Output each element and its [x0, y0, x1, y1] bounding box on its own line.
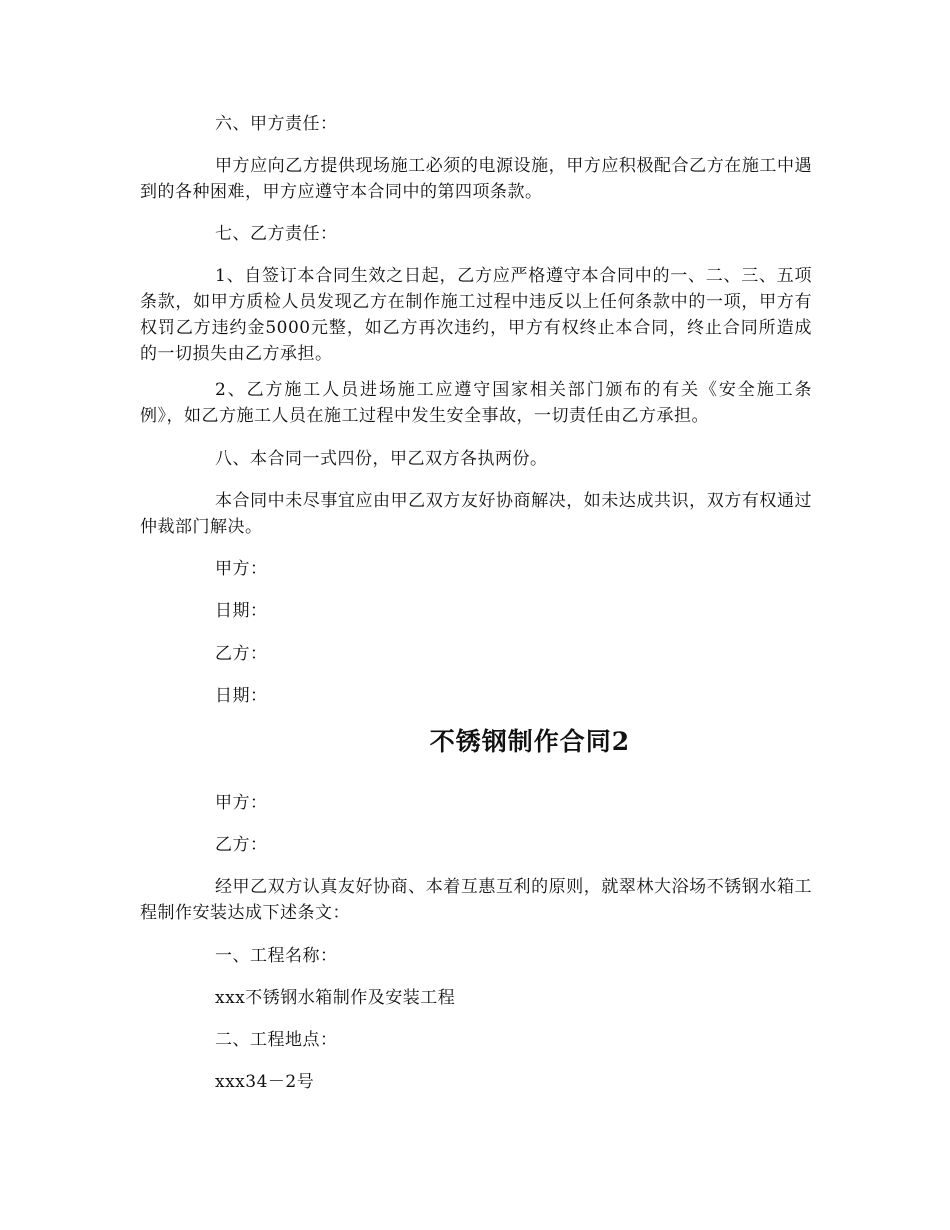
party-a-label: 甲方：	[215, 793, 268, 813]
paragraph-clause-1: 1、自签订本合同生效之日起，乙方应严格遵守本合同中的一、二、三、五项条款，如甲方质检人员发现乙方在制作施工过程中违反以上任何条款中的一项，甲方有权罚乙方违约金5000元整，如乙方再次违约，甲方有权终止本合同，终止合同所造成的一切损失由乙方承担。	[140, 266, 812, 364]
section-heading-project-name: 一、工程名称：	[215, 946, 338, 966]
signature-party-a-label: 甲方：	[215, 559, 268, 579]
signature-date-a-label: 日期：	[215, 601, 268, 621]
contract-title: 不锈钢制作合同2	[429, 727, 631, 756]
signature-party-b-label: 乙方：	[215, 644, 268, 664]
party-b-label: 乙方：	[215, 835, 268, 855]
paragraph-clause-2: 2、乙方施工人员进场施工应遵守国家相关部门颁布的有关《安全施工条例》，如乙方施工人员在施工过程中发生安全事故，一切责任由乙方承担。	[140, 380, 812, 426]
project-location-value: xxx34－2号	[215, 1072, 315, 1092]
paragraph-party-a-duties: 甲方应向乙方提供现场施工必须的电源设施，甲方应积极配合乙方在施工中遇到的各种困难，甲方应遵守本合同中的第四项条款。	[140, 156, 812, 202]
signature-date-b-label: 日期：	[215, 686, 268, 706]
section-heading-party-a-duties: 六、甲方责任：	[215, 114, 338, 134]
paragraph-preamble: 经甲乙双方认真友好协商、本着互惠互利的原则，就翠林大浴场不锈钢水箱工程制作安装达成下述条文：	[140, 877, 812, 923]
section-heading-project-location: 二、工程地点：	[215, 1030, 338, 1050]
paragraph-dispute: 本合同中未尽事宜应由甲乙双方友好协商解决，如未达成共识，双方有权通过仲裁部门解决。	[140, 491, 812, 537]
project-name-value: xxx不锈钢水箱制作及安装工程	[215, 988, 456, 1008]
section-heading-copies: 八、本合同一式四份，甲乙双方各执两份。	[215, 449, 548, 469]
section-heading-party-b-duties: 七、乙方责任：	[215, 224, 338, 244]
